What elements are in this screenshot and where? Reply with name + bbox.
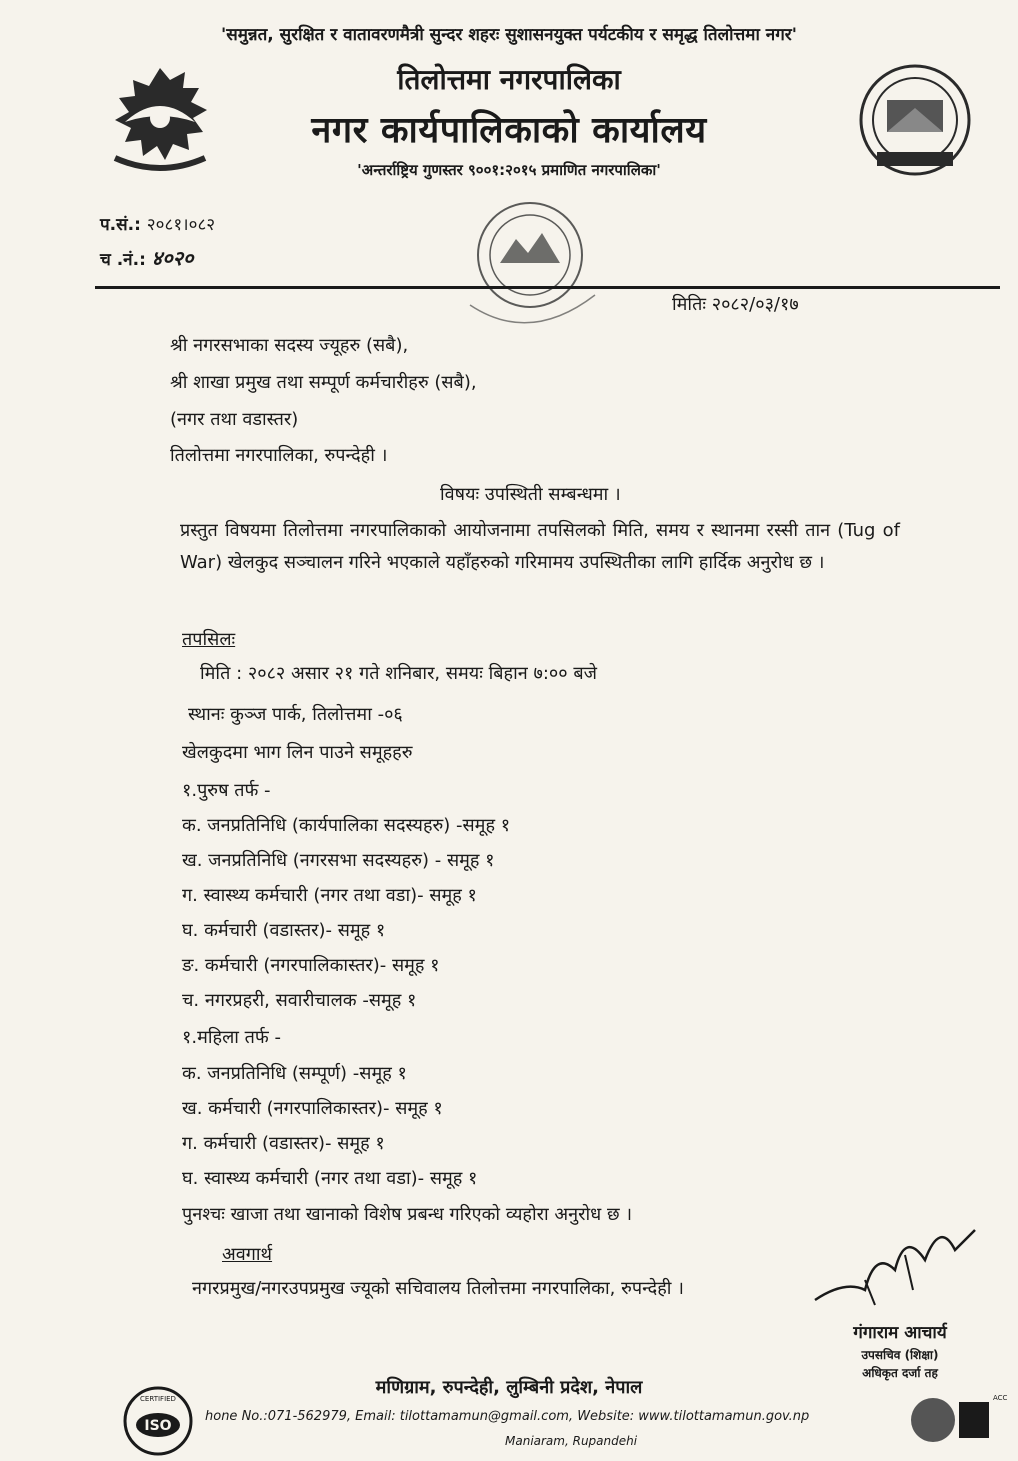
women-group-item: ग. कर्मचारी (वडास्तर)- समूह १ (182, 1133, 385, 1154)
footer-city: Maniaram, Rupandehi (505, 1434, 638, 1448)
men-group-item: ख. जनप्रतिनिधि (नगरसभा सदस्यहरु) - समूह १ (182, 850, 495, 871)
body-text: प्रस्तुत विषयमा तिलोत्तमा नगरपालिकाको आयोजनामा तपसिलको मिति, समय र स्थानमा रस्सी तान (Tug of War) खेलकुद सञ्चालन गरिने भएकाले यहाँहरुको गरिमामय उपस्थितीका लागि हार्दिक अनुरोध छ । (180, 520, 900, 573)
subject-line: विषयः उपस्थिती सम्बन्धमा । (440, 484, 621, 505)
ps-value: २०८१।०८२ (146, 215, 216, 235)
groups-heading: खेलकुदमा भाग लिन पाउने समूहहरु (182, 742, 413, 763)
accreditation-badge-icon (905, 1388, 1008, 1448)
men-group-item: घ. कर्मचारी (वडास्तर)- समूह १ (182, 920, 386, 941)
cc-heading: अवगार्थ (222, 1244, 273, 1265)
dispatch-number (100, 244, 193, 271)
cn-label: च .नं.: (100, 250, 146, 270)
recipient-line: तिलोत्तमा नगरपालिका, रुपन्देही । (170, 445, 388, 466)
men-group-item: ग. स्वास्थ्य कर्मचारी (नगर तथा वडा)- समूह १ (182, 885, 477, 906)
iso-badge-text: ISO (144, 1418, 172, 1434)
header-divider (95, 286, 1000, 289)
event-datetime: मिति : २०८२ असार २१ गते शनिबार, समयः बिहान ७:०० बजे (200, 663, 597, 684)
signatory-designation: उपसचिव (शिक्षा) (861, 1348, 939, 1362)
acc-badge-text: ACC (993, 1394, 1008, 1402)
women-group-item: ख. कर्मचारी (नगरपालिकास्तर)- समूह १ (182, 1098, 443, 1119)
office-stamp-icon (450, 195, 610, 345)
municipality-name: तिलोत्तमा नगरपालिका (397, 63, 621, 96)
details-heading: तपसिलः (182, 629, 236, 650)
recipient-line: श्री शाखा प्रमुख तथा सम्पूर्ण कर्मचारीहरु (सबै), (170, 372, 477, 393)
iso-certification-line: 'अन्तर्राष्ट्रिय गुणस्तर ९००१:२०१५ प्रमाणित नगरपालिका' (357, 161, 661, 179)
signature-icon (805, 1210, 985, 1320)
men-group-item: क. जनप्रतिनिधि (कार्यपालिका सदस्यहरु) -समूह १ (182, 815, 511, 836)
women-group-item: क. जनप्रतिनिधि (सम्पूर्ण) -समूह १ (182, 1063, 407, 1084)
men-group-item: च. नगरप्रहरी, सवारीचालक -समूह १ (182, 990, 417, 1011)
iso-badge-top-text: CERTIFIED (140, 1395, 176, 1403)
signatory-rank: अधिकृत दर्जा तह (862, 1366, 938, 1380)
event-venue: स्थानः कुञ्ज पार्क, तिलोत्तमा -०६ (188, 704, 403, 725)
footer-address: मणिग्राम, रुपन्देही, लुम्बिनी प्रदेश, नेपाल (375, 1377, 643, 1398)
recipient-line: श्री नगरसभाका सदस्य ज्यूहरु (सबै), (170, 335, 409, 356)
women-heading: १.महिला तर्फ - (182, 1027, 282, 1048)
header-tagline: 'समुन्नत, सुरक्षित र वातावरणमैत्री सुन्दर शहरः सुशासनयुक्त पर्यटकीय र समृद्ध तिलोत्तमा नगर' (221, 25, 797, 45)
men-heading: १.पुरुष तर्फ - (182, 780, 271, 801)
body-paragraph (180, 515, 900, 579)
signatory-name: गंगाराम आचार्य (853, 1323, 947, 1343)
ps-label: प.सं.: (100, 215, 141, 235)
women-group-item: घ. स्वास्थ्य कर्मचारी (नगर तथा वडा)- समूह १ (182, 1168, 478, 1189)
men-group-item: ङ. कर्मचारी (नगरपालिकास्तर)- समूह १ (182, 955, 440, 976)
municipality-seal-icon (855, 60, 975, 180)
footer-contact: hone No.:071-562979, Email: tilottamamun@gmail.com, Website: www.tilottamamun.gov.np (205, 1409, 810, 1424)
reference-number (100, 212, 215, 235)
office-name: नगर कार्यपालिकाको कार्यालय (311, 110, 707, 151)
recipient-line: (नगर तथा वडास्तर) (170, 409, 299, 430)
letter-date: मितिः २०८२/०३/१७ (672, 294, 799, 315)
cc-line: नगरप्रमुख/नगरउपप्रमुख ज्यूको सचिवालय तिलोत्तमा नगरपालिका, रुपन्देही । (192, 1278, 684, 1299)
cn-value: ४०२० (151, 246, 194, 270)
postscript: पुनश्चः खाजा तथा खानाको विशेष प्रबन्ध गरिएको व्यहोरा अनुरोध छ । (182, 1204, 633, 1225)
